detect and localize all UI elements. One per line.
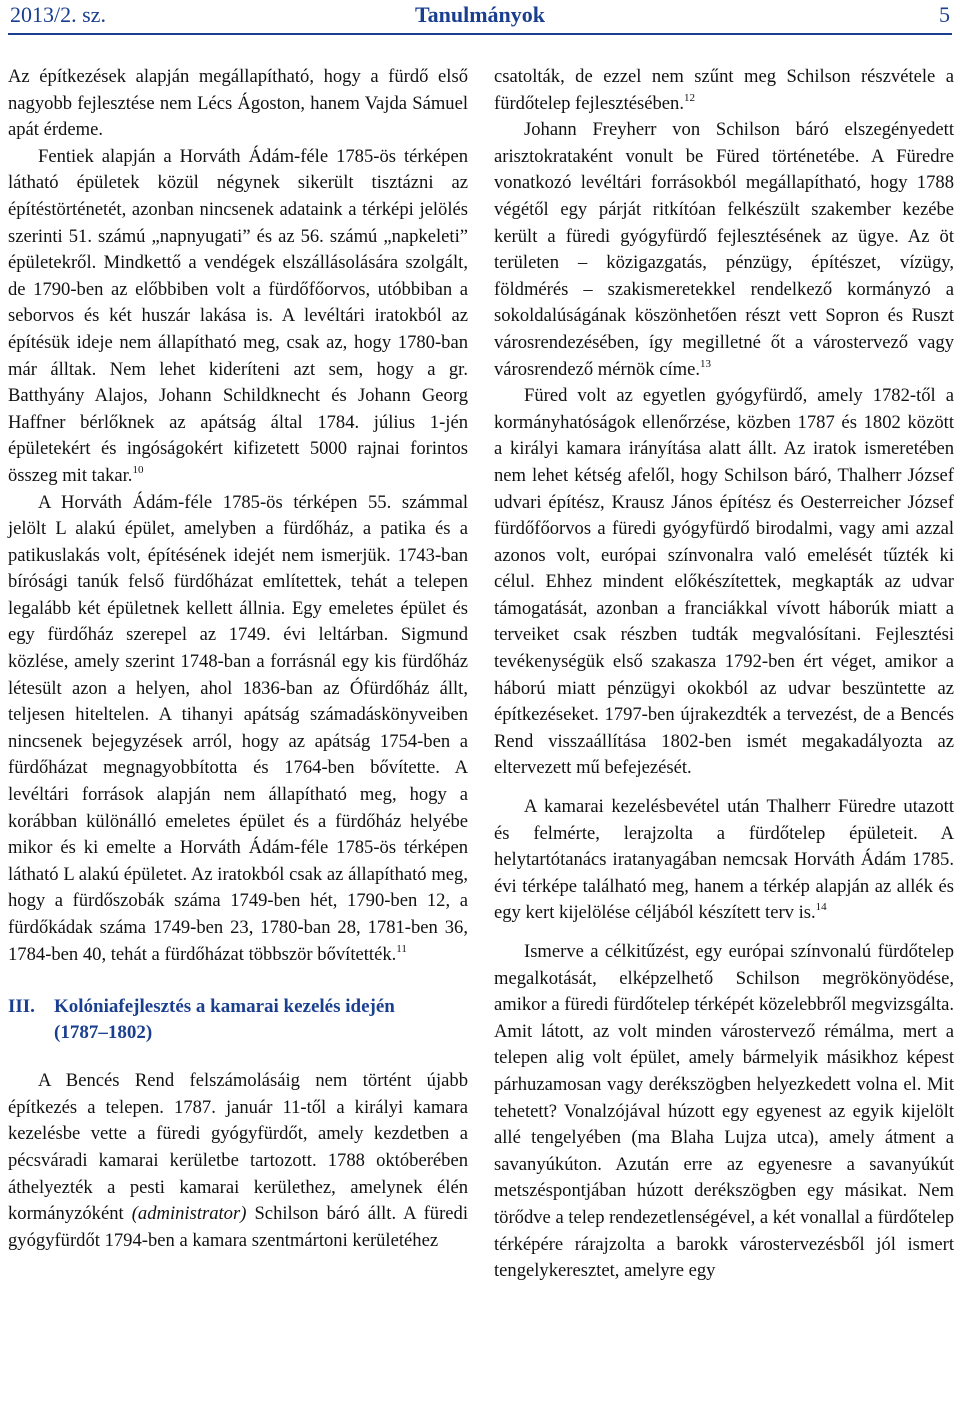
footnote-ref: 13	[700, 357, 711, 370]
running-header	[10, 0, 950, 30]
paragraph: Az építkezések alapján megállapítható, hogy a fürdő első nagyobb fejlesztése nem Lécs Ágoston, hanem Vajda Sámuel apát érdeme.	[8, 66, 468, 141]
footnote-ref: 11	[396, 942, 407, 955]
section-label: Tanulmányok	[414, 2, 546, 27]
footnote-ref: 14	[815, 901, 827, 914]
footnote-ref: 12	[683, 91, 695, 104]
paragraph: csatolták, de ezzel nem szűnt meg Schilson részvétele a fürdőtelep fejlesztésében.$^{12}$	[494, 66, 954, 114]
section-title-line1: Kolóniafejlesztés a kamarai kezelés idején	[54, 996, 395, 1018]
paragraph: Füred volt az egyetlen gyógyfürdő, amely 1782-től a kormányhatóságok ellenőrzése, közben 1787 és 1802 között a királyi kamara irányítása alatt állt. Az iratok ismeretében nem lehet kétség afelől, hogy Schilson báró, Thalherr József udvari építész, Krausz János építész és Oesterreicher József fürdőfőorvos a füredi gyógyfürdő birodalmi, vagy ami azzal azonos volt, európai színvonalra való emelését tűzték ki célul. Ehhez mindent előkészítettek, megkapták az udvar támogatását, azonban a franciákkal vívott háborúk miatt a terveiket csak részben tudták megvalósítani. Fejlesztési tevékenységük első szakasza 1792-ben ért véget, amikor a háború miatt pénzügyi okokból az udvar beszüntette az építkezéseket. 1797-ben újrakezdték a tervezést, de a Bencés Rend visszaállítása 1802-ben ismét megakadályozta az eltervezett mű befejezését.	[494, 385, 954, 779]
page-number: 5	[939, 2, 950, 27]
section-heading	[8, 994, 468, 1046]
header-rule	[8, 33, 952, 35]
paragraph: A Bencés Rend felszámolásáig nem történt újabb építkezés a telepen. 1787. január 11-től a királyi kamara kezelésbe vette a füredi gyógyfürdőt, amely kezdetben a pécsváradi kamarai kerületbe tartozott. 1788 októberében áthelyezték a pesti kamarai kerülethez, amelynek élén kormányzóként (administrator) Schilson báró állt. A füredi gyógyfürdőt 1794-ben a kamara szentmártoni kerületéhez	[8, 1070, 468, 1251]
right-column	[494, 64, 954, 1285]
paragraph: Fentiek alapján a Horváth Ádám-féle 1785-ös térképen látható épületek közül négynek sikerült tisztázni az építéstörténetét, azonban nincsenek adataink a térképi jelölés szerinti 51. számú „napnyugati” és az 56. számú „napkeleti” épületekről. Mindkettő a vendégek elszállásolására szolgált, de 1790-ben az előbbiben volt a fürdőfőorvos, utóbbiban a seborvos és két huszár lakása is. A levéltári iratokból az építésük ideje nem állapítható meg, csak az, hogy 1780-ban már álltak. Nem lehet kideríteni azt sem, hogy a gr. Batthyány Alajos, Johann Schildknecht és Johann Georg Haffner bérlőknek az apátság által 1784. július 1-jén épületekért és ingóságokért kifizetett 5000 rajnai forintos összeg mit takar.$^{10}$	[8, 145, 468, 486]
paragraph: A kamarai kezelésbevétel után Thalherr Füredre utazott és felmérte, lerajzolta a fürdőtelep épületeit. A helytartótanács iratanyagában nemcsak Horváth Ádám 1785. évi térképe található meg, hanem a térkép alapján az allék és egy kert kijelölése céljából készített terv is.$^{14}$	[494, 796, 954, 924]
section-number: III.	[8, 996, 35, 1018]
emphasis: (administrator)	[131, 1203, 247, 1225]
footnote-ref: 10	[132, 463, 144, 476]
issue-label: 2013/2. sz.	[10, 2, 106, 27]
section-title-line2: (1787–1802)	[54, 1022, 153, 1044]
left-column	[8, 64, 468, 1254]
paragraph: Ismerve a célkitűzést, egy európai színvonalú fürdőtelep megalkotását, elképzelhető Schilson megrökönyödése, amikor a füredi fürdőtelep térképét közelebbről megvizsgálta. Amit látott, az volt minden várostervező rémálma, mert a telepen alig volt épület, amely bármelyik másikhoz képest párhuzamosan vagy derékszögben helyezkedett volna el. Mit tehetett? Vonalzójával húzott egy egyenest az egyik kijelölt allé tengelyében (ma Blaha Lujza utca), amely átment a savanyúkúton. Azután erre az egyenesre a savanyúkút metszéspontjában húzott derékszögben egy másikat. Nem törődve a telep rendezetlenségével, a két vonallal a fürdőtelep térképére rárajzolta a barokk várostervezésből jól ismert tengelykeresztet, amelyre egy	[494, 941, 955, 1282]
paragraph: A Horváth Ádám-féle 1785-ös térképen 55. számmal jelölt L alakú épület, amelyben a fürdőház, a patika és a patikuslakás volt, építésének idejét nem ismerjük. 1743-ban bírósági tanúk felső fürdőházat említettek, tehát a telepen legalább két épületnek kellett állnia. Egy emeletes épület és egy fürdőház szerepel az 1749. évi leltárban. Sigmund közlése, amely szerint 1748-ban a forrásnál egy kis fürdőház létesült azon a helyen, ahol 1836-ban az Ófürdőház állt, teljesen hiteltelen. A tihanyi apátság számadáskönyveiben nincsenek bejegyzések arról, hogy az apátság 1754-ben a fürdőházat megnagyobbította és 1764-ben bővítette. A levéltári források alapján nem állapítható meg, hogy a korábban különálló emeletes épület és a fürdőház helyébe mikor és ki emelte a Horváth Ádám-féle 1785-ös térképen látható L alakú épületet. Az iratokból csak az állapítható meg, hogy a fürdőszobák száma 1749-ben hét, 1790-ben 12, a fürdőkádak száma 1749-ben 23, 1780-ban 28, 1781-ben 36, 1784-ben 40, tehát a fürdőházat többször bővítették.$^{11}$	[8, 491, 468, 965]
paragraph: Johann Freyherr von Schilson báró elszegényedett arisztokrataként vonult be Füred történetébe. A Füredre vonatkozó levéltári forrásokból megállapítható, hogy 1788 végétől egy párját ritkítóan felkészült szakember kezébe került a füredi gyógyfürdő fejlesztésének az ügye. Az öt területen – közigazgatás, pénzügy, építészet, vízügy, földmérés – szakismeretekkel rendelkező kormányzó a sokoldalúságának köszönhetően részt vett Sopron és Ruszt városrendezésében, így megilletné őt a várostervező vagy városrendező mérnök címe.$^{13}$	[494, 119, 954, 380]
